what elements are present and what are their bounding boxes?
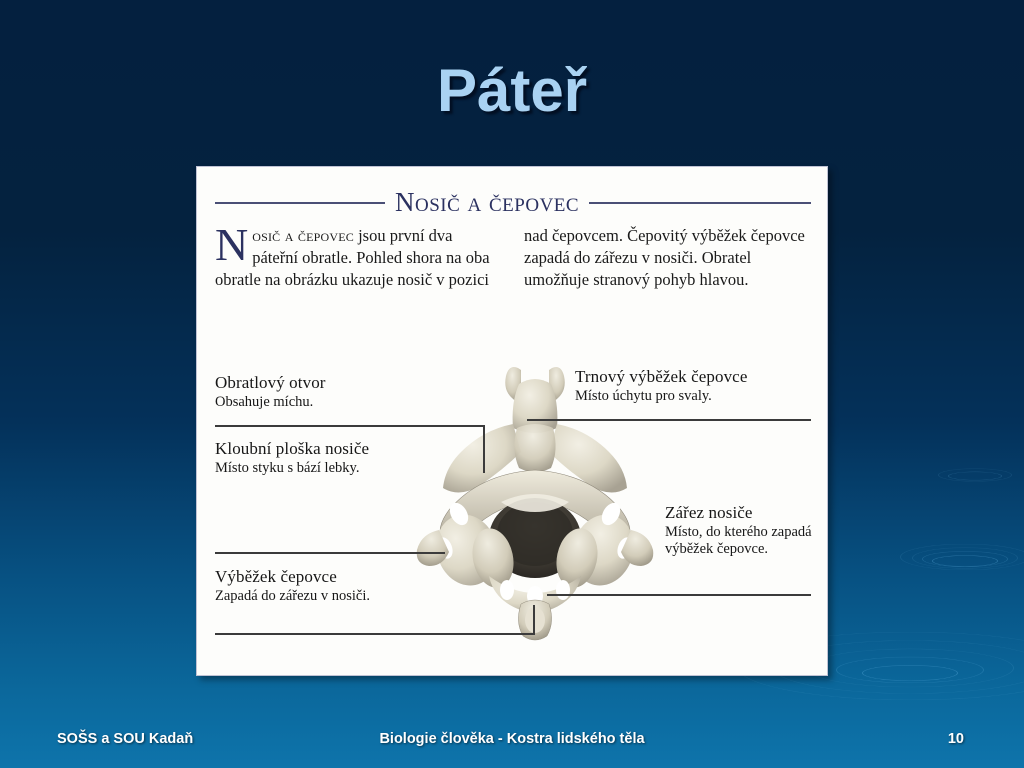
label-vybezek-cepovce: [215, 567, 405, 605]
leader-line-kloubni-ploska-nosice: [215, 552, 445, 554]
footer-organization: SOŠS a SOU Kadaň: [57, 731, 194, 747]
leader-line-trnovy-vybezek-cepovce: [527, 419, 811, 421]
panel-header-title: Nosič a čepovec: [395, 187, 580, 217]
label-obratlovy-otvor: [215, 373, 430, 411]
label-trnovy-vybezek-cepovce: [575, 367, 815, 405]
slide-footer: [0, 710, 1024, 768]
label-kloubni-ploska-nosice-sub: Místo styku s bází lebky.: [215, 459, 360, 476]
panel-header: [197, 187, 828, 218]
leader-line-vybezek-cepovce: [215, 633, 535, 635]
leader-line-vybezek-cepovce-rise: [533, 605, 535, 635]
intro-right-body: nad čepovcem. Čepovitý výběžek čepovce zapadá do zářezu v nosiči. Obratel umožňuje stranový pohyb hlavou.: [524, 226, 805, 289]
header-rule-right: [589, 202, 811, 204]
leader-line-zarez-nosice: [547, 594, 811, 596]
leader-line-obratlovy-otvor-drop: [483, 425, 485, 473]
label-obratlovy-otvor-sub: Obsahuje míchu.: [215, 393, 314, 410]
footer-page-number: 10: [947, 731, 964, 747]
label-vybezek-cepovce-sub: Zapadá do zářezu v nosiči.: [215, 587, 370, 604]
label-obratlovy-otvor-title: Obratlový otvor: [215, 373, 326, 392]
label-kloubni-ploska-nosice-title: Kloubní ploška nosiče: [215, 439, 370, 458]
label-zarez-nosice: [665, 503, 817, 559]
content-panel: [196, 166, 828, 676]
label-trnovy-vybezek-cepovce-sub: Místo úchytu pro svaly.: [575, 387, 712, 404]
label-zarez-nosice-sub: Místo, do kterého zapadá výběžek čepovce.: [665, 523, 812, 558]
intro-left-body: jsou první dva páteřní obratle. Pohled shora na oba obratle na obrázku ukazuje nosič v pozici: [215, 226, 490, 289]
intro-smallcaps: osič a čepovec: [252, 226, 354, 245]
vertebra-illustration: [415, 362, 655, 652]
label-zarez-nosice-title: Zářez nosiče: [665, 503, 753, 522]
slide-title: Páteř: [436, 57, 588, 124]
intro-text: [215, 219, 811, 291]
intro-column-right: [524, 225, 811, 291]
drop-cap: N: [215, 219, 249, 270]
leader-line-obratlovy-otvor: [215, 425, 485, 427]
label-kloubni-ploska-nosice: [215, 439, 405, 477]
label-trnovy-vybezek-cepovce-title: Trnový výběžek čepovce: [575, 367, 748, 386]
intro-column-left: [215, 219, 502, 291]
label-vybezek-cepovce-title: Výběžek čepovce: [215, 567, 337, 586]
footer-subject: Biologie člověka - Kostra lidského těla: [379, 731, 645, 747]
header-rule-left: [215, 202, 385, 204]
